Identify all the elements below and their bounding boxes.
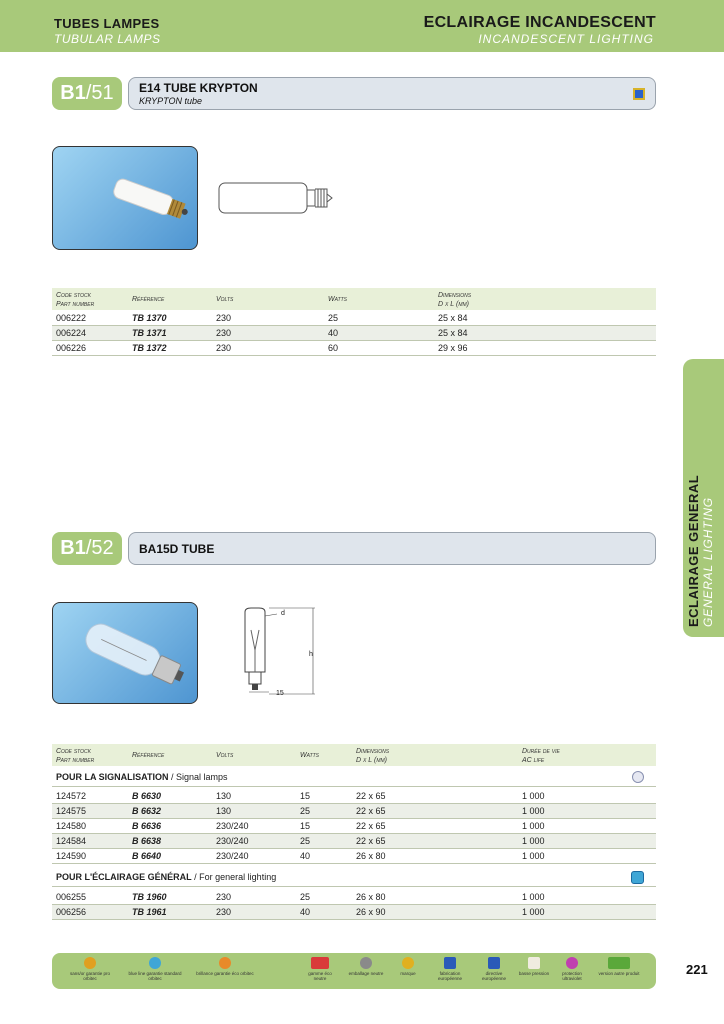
- cell-watts: 25: [300, 892, 311, 902]
- col-code: Code stock: [56, 292, 91, 299]
- cell-ref: B 6630: [132, 791, 162, 801]
- cell-life: 1 000: [522, 806, 545, 816]
- cell-volts: 230/240: [216, 836, 249, 846]
- section-badge-b1-52: [52, 532, 122, 565]
- cell-dim: 25 x 84: [438, 313, 468, 323]
- cell-watts: 40: [328, 328, 339, 338]
- table-header: [52, 288, 656, 310]
- cell-volts: 230: [216, 907, 232, 917]
- legend-label: fabrication européenne: [437, 971, 463, 981]
- col-dimensions-unit: D x L (mm): [356, 757, 387, 764]
- tube-lamp-photo-icon: [53, 147, 198, 250]
- cell-ref: B 6632: [132, 806, 162, 816]
- cell-watts: 25: [300, 806, 311, 816]
- cell-dim: 22 x 65: [356, 836, 386, 846]
- header-section-title: ECLAIRAGE INCANDESCENT: [423, 14, 656, 31]
- legend-item: [348, 957, 384, 976]
- legend-item: [192, 957, 258, 976]
- col-volts: Volts: [216, 752, 234, 759]
- legend-item: [302, 957, 338, 981]
- legend-label: directive européenne: [481, 971, 507, 981]
- cell-life: 1 000: [522, 907, 545, 917]
- col-dimensions: Dimensions: [356, 748, 390, 755]
- legend-label: gamme éco neutre: [308, 971, 332, 981]
- col-watts: Watts: [328, 296, 348, 303]
- product-photo-ba15d: [52, 602, 198, 704]
- cell-code: 006224: [56, 328, 87, 338]
- legend-item: [594, 957, 644, 976]
- cell-dim: 25 x 84: [438, 328, 468, 338]
- table-row[interactable]: [52, 326, 656, 341]
- cell-life: 1 000: [522, 851, 545, 861]
- legend-item: [122, 957, 188, 981]
- group-label: POUR L'ÉCLAIRAGE GÉNÉRAL: [56, 872, 192, 882]
- european-manufacturing-icon: [444, 957, 456, 969]
- cell-watts: 25: [328, 313, 339, 323]
- cell-dim: 22 x 65: [356, 806, 386, 816]
- cell-code: 006226: [56, 343, 87, 353]
- cell-ref: TB 1371: [132, 328, 167, 338]
- section-title-box: [128, 77, 656, 110]
- cell-code: 124575: [56, 806, 87, 816]
- col-part: Part number: [56, 301, 95, 308]
- cell-volts: 130: [216, 806, 232, 816]
- legend-item: [64, 957, 116, 981]
- cell-volts: 230/240: [216, 851, 249, 861]
- section-title-box: [128, 532, 656, 565]
- cell-volts: 130: [216, 791, 232, 801]
- legend-label: basse pression: [518, 971, 550, 976]
- legend-label: protection ultraviolet: [562, 971, 582, 981]
- badge-number: /52: [85, 537, 114, 559]
- cell-volts: 230: [216, 328, 232, 338]
- legend-item: [516, 957, 552, 976]
- cell-dim: 22 x 65: [356, 791, 386, 801]
- diagram-label-d: d: [281, 610, 285, 617]
- legend-label: emballage neutre: [348, 971, 384, 976]
- brilliance-icon: [219, 957, 231, 969]
- legend-label: sans/or garantie pro orbitec: [69, 971, 111, 981]
- group-label-en: / Signal lamps: [168, 772, 228, 782]
- cell-life: 1 000: [522, 892, 545, 902]
- badge-number: /51: [85, 82, 114, 104]
- cell-life: 1 000: [522, 836, 545, 846]
- tube-lamp-outline-icon: [215, 178, 335, 218]
- cell-ref: B 6636: [132, 821, 162, 831]
- section-title: BA15D TUBE: [139, 542, 215, 556]
- cell-dim: 22 x 65: [356, 821, 386, 831]
- diagram-label-15: 15: [276, 690, 284, 697]
- side-tab-text: [686, 357, 715, 627]
- low-pressure-icon: [528, 957, 540, 969]
- cell-code: 124572: [56, 791, 87, 801]
- cell-dim: 29 x 96: [438, 343, 468, 353]
- group-label-en: / For general lighting: [191, 872, 277, 882]
- sun-icon: [84, 957, 96, 969]
- table-group-header: [52, 870, 656, 887]
- badge-main: B1: [60, 537, 86, 559]
- table-row[interactable]: [52, 341, 656, 356]
- header-category-subtitle: TUBULAR LAMPS: [54, 32, 161, 46]
- side-tab[interactable]: [683, 359, 724, 637]
- product-photo-e14: [52, 146, 198, 250]
- footer-legend-bar: [52, 953, 656, 989]
- cell-dim: 26 x 80: [356, 892, 386, 902]
- cell-ref: TB 1960: [132, 892, 167, 902]
- side-tab-title: ECLAIRAGE GENERAL: [686, 474, 701, 627]
- cell-volts: 230: [216, 343, 232, 353]
- uv-protection-icon: [566, 957, 578, 969]
- table-row[interactable]: [52, 819, 656, 834]
- blue-bulb-icon: [631, 871, 644, 884]
- section-subtitle: KRYPTON tube: [139, 96, 203, 106]
- cell-dim: 26 x 80: [356, 851, 386, 861]
- legend-item: [476, 957, 512, 981]
- cell-ref: TB 1372: [132, 343, 167, 353]
- eco-range-icon: [311, 957, 329, 969]
- cell-volts: 230: [216, 313, 232, 323]
- section-title: E14 TUBE KRYPTON: [139, 81, 258, 95]
- blue-line-icon: [149, 957, 161, 969]
- cell-code: 006222: [56, 313, 87, 323]
- cell-watts: 40: [300, 907, 311, 917]
- blue-square-icon: [633, 88, 645, 100]
- side-tab-subtitle: GENERAL LIGHTING: [701, 497, 715, 627]
- legend-label: version autre produit: [598, 971, 640, 976]
- group-label: POUR LA SIGNALISATION: [56, 772, 169, 782]
- table-group-header: [52, 770, 656, 787]
- cell-volts: 230/240: [216, 821, 249, 831]
- cell-watts: 25: [300, 836, 311, 846]
- legend-item: [432, 957, 468, 981]
- col-reference: Référence: [132, 296, 165, 303]
- legend-label: brillance garantie éco orbitec: [196, 971, 254, 976]
- col-code: Code stock: [56, 748, 91, 755]
- badge-main: B1: [60, 82, 86, 104]
- cell-code: 124580: [56, 821, 87, 831]
- cell-code: 124590: [56, 851, 87, 861]
- section-badge-b1-51: [52, 77, 122, 110]
- col-reference: Référence: [132, 752, 165, 759]
- packaging-icon: [360, 957, 372, 969]
- legend-label: blue line garantie standard orbitec: [128, 971, 182, 981]
- cell-volts: 230: [216, 892, 232, 902]
- table-header: [52, 744, 656, 766]
- cell-code: 006255: [56, 892, 87, 902]
- diagram-label-h: h: [309, 651, 313, 658]
- header-category-title: TUBES LAMPES: [54, 16, 160, 31]
- table-row[interactable]: [52, 311, 656, 326]
- cell-code: 124584: [56, 836, 87, 846]
- cell-ref: B 6640: [132, 851, 162, 861]
- col-dimensions: Dimensions: [438, 292, 472, 299]
- legend-item: [554, 957, 590, 981]
- cell-watts: 15: [300, 821, 311, 831]
- clear-tube-photo-icon: [53, 603, 198, 704]
- col-life-unit: AC life: [522, 757, 545, 764]
- col-watts: Watts: [300, 752, 320, 759]
- legend-label: marque: [400, 971, 416, 976]
- cell-watts: 40: [300, 851, 311, 861]
- cell-code: 006256: [56, 907, 87, 917]
- table-row[interactable]: [52, 890, 656, 905]
- other-product-icon: [608, 957, 630, 969]
- header-section-subtitle: INCANDESCENT LIGHTING: [478, 32, 654, 46]
- col-dimensions-unit: D x L (mm): [438, 301, 469, 308]
- cell-watts: 15: [300, 791, 311, 801]
- brand-icon: [402, 957, 414, 969]
- cell-ref: TB 1370: [132, 313, 167, 323]
- page-number: 221: [686, 962, 708, 977]
- table-row[interactable]: [52, 789, 656, 804]
- col-life: Durée de vie: [522, 748, 560, 755]
- col-part: Part number: [56, 757, 95, 764]
- table-row[interactable]: [52, 849, 656, 864]
- legend-item: [390, 957, 426, 976]
- cell-watts: 60: [328, 343, 339, 353]
- cell-life: 1 000: [522, 821, 545, 831]
- cell-ref: TB 1961: [132, 907, 167, 917]
- col-volts: Volts: [216, 296, 234, 303]
- cell-ref: B 6638: [132, 836, 162, 846]
- table-row[interactable]: [52, 834, 656, 849]
- cell-life: 1 000: [522, 791, 545, 801]
- table-row[interactable]: [52, 905, 656, 920]
- european-directive-icon: [488, 957, 500, 969]
- cell-dim: 26 x 90: [356, 907, 386, 917]
- clear-bulb-icon: [632, 771, 644, 783]
- table-row[interactable]: [52, 804, 656, 819]
